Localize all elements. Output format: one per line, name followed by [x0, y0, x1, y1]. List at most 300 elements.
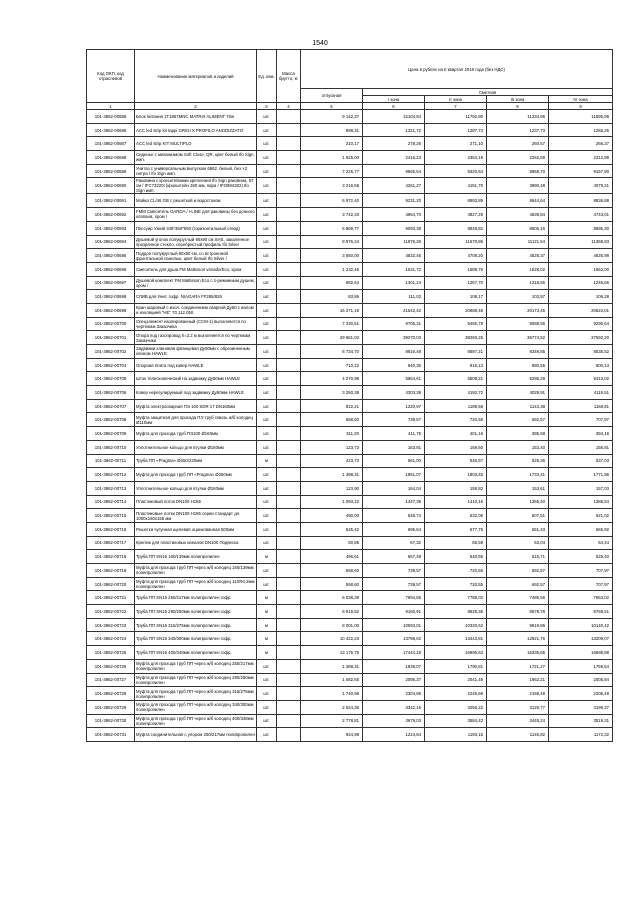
item-code: 101-3862-00728 [87, 687, 135, 701]
price-zone-2: 20988,48 [425, 303, 487, 317]
item-name: Блок питания 1T1857MNC MATRIX ALIMENT 70w [135, 110, 257, 124]
item-unit: шт. [257, 345, 277, 359]
price-zone-2: 916,13 [425, 358, 487, 372]
item-code: 101-3862-00688 [87, 151, 135, 165]
price-zone-2: 8687,21 [425, 345, 487, 359]
price-zone-4: 4625,99 [549, 249, 613, 263]
item-mass [277, 605, 301, 619]
table-row [87, 564, 613, 578]
item-name: Муфта для прохода труб ПП «Pragma» Ø250мм [135, 468, 257, 482]
item-mass [277, 178, 301, 194]
column-number: 9 [549, 103, 613, 110]
price-outgoing: 7 330,51 [301, 317, 363, 331]
price-zone-2: 1189,58 [425, 399, 487, 413]
price-outgoing: 6 038,39 [301, 591, 363, 605]
price-zone-3: 1218,55 [487, 276, 549, 290]
item-unit: м [257, 591, 277, 605]
price-outgoing: 210,17 [301, 137, 363, 151]
table-body [87, 110, 613, 742]
item-unit: шт. [257, 123, 277, 137]
item-mass [277, 659, 301, 673]
price-zone-2: 4827,29 [425, 208, 487, 222]
price-outgoing: 558,60 [301, 413, 363, 427]
price-zone-3: 7486,56 [487, 591, 549, 605]
item-unit: шт. [257, 481, 277, 495]
item-code: 101-3862-00717 [87, 536, 135, 550]
price-zone-2: 11792,90 [425, 110, 487, 124]
price-zone-2: 1287,73 [425, 123, 487, 137]
price-zone-3: 8644,64 [487, 194, 549, 208]
item-code: 101-3862-00731 [87, 728, 135, 742]
item-name: Муфта для прохода труб ПП через ж/б колодец 160/139мм полипропилен [135, 564, 257, 578]
price-zone-1: 2304,96 [363, 687, 425, 701]
item-name: Опорная плита под ковер HAWLE [135, 358, 257, 372]
price-zone-1: 12104,54 [363, 110, 425, 124]
price-zone-2: 546,57 [425, 454, 487, 468]
price-zone-3: 8506,16 [487, 221, 549, 235]
item-unit: шт. [257, 151, 277, 165]
item-unit: шт. [257, 728, 277, 742]
item-mass [277, 249, 301, 263]
price-zone-3: 1528,02 [487, 262, 549, 276]
price-outgoing: 1 582,65 [301, 673, 363, 687]
table-row [87, 454, 613, 468]
table-row [87, 687, 613, 701]
price-zone-1: 17444,18 [363, 646, 425, 660]
price-zone-1: 1851,07 [363, 468, 425, 482]
price-zone-1: 1838,07 [363, 659, 425, 673]
price-outgoing: 3 250,38 [301, 386, 363, 400]
table-row [87, 208, 613, 222]
price-zone-2: 159,60 [425, 440, 487, 454]
price-zone-3: 11121,54 [487, 235, 549, 249]
price-outgoing: 311,20 [301, 427, 363, 441]
item-code: 101-3862-00699 [87, 303, 135, 317]
table-row [87, 440, 613, 454]
item-code: 101-3862-00720 [87, 577, 135, 591]
price-zone-4: 266,37 [549, 137, 613, 151]
item-name: Труба ПП SN16 160/139мм полипропилен [135, 550, 257, 564]
table-row [87, 221, 613, 235]
price-zone-3: 260,57 [487, 137, 549, 151]
item-code: 101-3862-00724 [87, 632, 135, 646]
item-name: Муфта для прохода труб ПП через ж/б колодец 340/300мм полипропилен [135, 700, 257, 714]
price-zone-4: 157,03 [549, 481, 613, 495]
price-zone-1: 1224,64 [363, 728, 425, 742]
item-name: Труба ПП SN16 400/348мм полипропилен гофр. [135, 646, 257, 660]
item-mass [277, 618, 301, 632]
table-row [87, 591, 613, 605]
item-code: 101-3862-00692 [87, 208, 135, 222]
item-mass [277, 164, 301, 178]
item-name: Муфта для прохода труб ПП через ж/б колодец 400/348мм полипропилен [135, 714, 257, 728]
table-row [87, 495, 613, 509]
price-zone-1: 9566,64 [363, 164, 425, 178]
price-outgoing: 898,31 [301, 123, 363, 137]
table-row [87, 468, 613, 482]
item-mass [277, 550, 301, 564]
price-outgoing: 8 976,24 [301, 235, 363, 249]
price-zone-4: 1771,96 [549, 468, 613, 482]
price-zone-2: 1803,45 [425, 468, 487, 482]
item-mass [277, 345, 301, 359]
item-mass [277, 208, 301, 222]
item-unit: шт. [257, 659, 277, 673]
price-outgoing: 50,85 [301, 536, 363, 550]
item-mass [277, 536, 301, 550]
price-zone-4: 7653,02 [549, 591, 613, 605]
price-outgoing: 423,73 [301, 454, 363, 468]
item-code: 101-3862-00716 [87, 522, 135, 536]
item-unit: шт. [257, 468, 277, 482]
table-row [87, 249, 613, 263]
price-outgoing: 123,73 [301, 440, 363, 454]
item-mass [277, 714, 301, 728]
price-zone-1: 739,57 [363, 577, 425, 591]
item-unit: шт. [257, 194, 277, 208]
item-name: Унитаз с универсальным выпуском 6862, белый, без ×2 литра / Ifo Sign имп. [135, 164, 257, 178]
item-unit: м [257, 454, 277, 468]
header-name: Наименование материалов и изделий [135, 50, 257, 103]
item-mass [277, 509, 301, 523]
price-outgoing: 7 225,77 [301, 164, 363, 178]
price-zone-3: 615,71 [487, 550, 549, 564]
price-zone-2: 1267,70 [425, 276, 487, 290]
price-zone-1: 2416,23 [363, 151, 425, 165]
price-zone-2: 8993,89 [425, 194, 487, 208]
price-zone-4: 106,28 [549, 290, 613, 304]
price-zone-4: 9290,64 [549, 317, 613, 331]
table-row [87, 618, 613, 632]
price-zone-2: 677,75 [425, 522, 487, 536]
price-zone-4: 8535,52 [549, 345, 613, 359]
item-unit: шт. [257, 372, 277, 386]
price-zone-2: 4708,20 [425, 249, 487, 263]
table-row [87, 700, 613, 714]
item-name: Пластиковые лотки DN100 Н155 серии стандарт дл. 1000х160х155 мм [135, 509, 257, 523]
item-name: Задвижки клиновая фланцевая Ду50мм с обрезиненным клином HAWLE [135, 345, 257, 359]
price-outgoing: 1 093,22 [301, 495, 363, 509]
column-number: 1 [87, 103, 135, 110]
price-zone-3: 153,61 [487, 481, 549, 495]
price-zone-1: 940,30 [363, 358, 425, 372]
item-name: Душевой уголок полукруглый 90х90 см SHS, закаленное прозрачное стекло, серебристый профиль Ifo Silver [135, 235, 257, 249]
price-zone-3: 9088,56 [487, 317, 549, 331]
item-code: 101-3862-00693 [87, 221, 135, 235]
price-zone-4: 394,16 [549, 427, 613, 441]
item-name: Труба ПП SN16 280/250мм полипропилен гофр. [135, 605, 257, 619]
price-zone-4: 629,40 [549, 550, 613, 564]
price-zone-2: 9455,78 [425, 317, 487, 331]
price-zone-4: 11368,83 [549, 235, 613, 249]
price-zone-4: 707,97 [549, 577, 613, 591]
price-zone-4: 11595,99 [549, 110, 613, 124]
price-zone-2: 3256,22 [425, 700, 487, 714]
item-name: Труба ПП SN16 250/217мм полипропилен гофр. [135, 591, 257, 605]
price-zone-1: 10593,01 [363, 618, 425, 632]
price-outgoing: 525,42 [301, 522, 363, 536]
price-zone-2: 8925,35 [425, 605, 487, 619]
price-zone-1: 9093,38 [363, 221, 425, 235]
price-zone-1: 4261,27 [363, 178, 425, 194]
item-mass [277, 646, 301, 660]
item-mass [277, 413, 301, 427]
item-name: Муфта защитная для прохода ПЭ труб сквозь ж/б колодец Ø110мм [135, 413, 257, 427]
price-zone-1: 648,74 [363, 509, 425, 523]
price-zone-1: 67,32 [363, 536, 425, 550]
item-code: 101-3862-00694 [87, 235, 135, 249]
price-zone-1: 3679,03 [363, 714, 425, 728]
table-row [87, 123, 613, 137]
column-number: 6 [363, 103, 425, 110]
item-name: Муфта для прохода труб ПЭ100 Ø160мм [135, 427, 257, 441]
price-zone-3: 651,43 [487, 522, 549, 536]
item-code: 101-3862-00702 [87, 345, 135, 359]
table-row [87, 413, 613, 427]
price-outgoing: 3 742,33 [301, 208, 363, 222]
price-outgoing: 3 216,58 [301, 178, 363, 194]
header-mass: Масса брутто, кг [277, 50, 301, 103]
item-name: Муфта соединительная с упором 250/217мм полипропилен [135, 728, 257, 742]
price-outgoing: 924,98 [301, 728, 363, 742]
price-zone-1: 1631,72 [363, 262, 425, 276]
item-mass [277, 110, 301, 124]
price-zone-1: 9160,91 [363, 605, 425, 619]
price-zone-3: 4029,91 [487, 386, 549, 400]
table-row [87, 358, 613, 372]
price-zone-3: 11334,96 [487, 110, 549, 124]
item-code: 101-3862-00713 [87, 481, 135, 495]
price-zone-4: 707,97 [549, 413, 613, 427]
item-name: Труба ПП SN16 315/275мм полипропилен гофр. [135, 618, 257, 632]
price-outgoing: 16 271,19 [301, 303, 363, 317]
price-zone-4: 621,02 [549, 509, 613, 523]
item-mass [277, 303, 301, 317]
price-zone-3: 1237,73 [487, 123, 549, 137]
item-mass [277, 235, 301, 249]
price-outgoing: 10 422,23 [301, 632, 363, 646]
price-zone-4: 16698,88 [549, 646, 613, 660]
table-row [87, 522, 613, 536]
price-zone-1: 4832,46 [363, 249, 425, 263]
item-unit: м [257, 550, 277, 564]
price-zone-1: 111,02 [363, 290, 425, 304]
price-outgoing: 6 919,52 [301, 605, 363, 619]
item-unit: шт. [257, 137, 277, 151]
price-outgoing: 29 661,02 [301, 331, 363, 345]
item-mass [277, 673, 301, 687]
price-zone-1: 695,64 [363, 522, 425, 536]
price-zone-1: 164,04 [363, 481, 425, 495]
item-code: 101-3862-00706 [87, 386, 135, 400]
item-mass [277, 194, 301, 208]
item-code: 101-3862-00710 [87, 440, 135, 454]
header-estimated: Сметная [363, 89, 613, 96]
item-unit: шт. [257, 700, 277, 714]
table-row [87, 110, 613, 124]
item-code: 101-3862-00700 [87, 317, 135, 331]
item-code: 101-3862-00722 [87, 605, 135, 619]
header-zone-2: II зона [425, 96, 487, 103]
item-mass [277, 495, 301, 509]
table-header [87, 50, 613, 110]
price-outgoing: 8 001,00 [301, 618, 363, 632]
item-code: 101-3862-00704 [87, 358, 135, 372]
item-code: 101-3862-00698 [87, 290, 135, 304]
item-unit: м [257, 618, 277, 632]
item-code: 101-3862-00685 [87, 110, 135, 124]
price-zone-4: 5413,02 [549, 372, 613, 386]
price-zone-3: 607,51 [487, 509, 549, 523]
price-zone-3: 1962,21 [487, 673, 549, 687]
price-zone-3: 1733,41 [487, 468, 549, 482]
price-zone-2: 632,06 [425, 509, 487, 523]
table-row [87, 151, 613, 165]
price-zone-2: 8849,82 [425, 221, 487, 235]
item-unit: м [257, 605, 277, 619]
price-zone-1: 13798,62 [363, 632, 425, 646]
item-mass [277, 276, 301, 290]
item-mass [277, 564, 301, 578]
item-name: Крепеж для пластиковых каналов DN100 Подвеска [135, 536, 257, 550]
item-unit: шт. [257, 714, 277, 728]
item-name: Поддон полукруглый 90х90 см, со встроенной фронтальной панелью, цвет белый Ifo Silver / [135, 249, 257, 263]
price-outgoing: 123,90 [301, 481, 363, 495]
item-unit: шт. [257, 399, 277, 413]
price-outgoing: 1 232,45 [301, 262, 363, 276]
price-outgoing: 2 778,81 [301, 714, 363, 728]
price-zone-2: 159,82 [425, 481, 487, 495]
price-zone-4: 20622,01 [549, 303, 613, 317]
header-zone-4: IV зона [549, 96, 613, 103]
price-zone-4: 2312,99 [549, 151, 613, 165]
price-zone-4: 10140,42 [549, 618, 613, 632]
item-name: Кран шаровый с изол. соединением сварной Ду50 с валом и изоляцией "НЕ" 70.112.050 [135, 303, 257, 317]
table-row [87, 399, 613, 413]
price-outgoing: 922,21 [301, 399, 363, 413]
item-mass [277, 591, 301, 605]
header-unit: Ед. изм. [257, 50, 277, 103]
price-zone-3: 12921,76 [487, 632, 549, 646]
item-mass [277, 358, 301, 372]
price-zone-1: 1220,97 [363, 399, 425, 413]
item-name: Муфта для прохода труб ПП через ж/б колодец 110/94,2мм полипропилен [135, 577, 257, 591]
item-name: FMM Смеситель GARDA / I-LINE для раковины без донного клапана, хром / [136, 209, 255, 220]
column-number: 8 [487, 103, 549, 110]
price-zone-4: 4119,51 [549, 386, 613, 400]
price-outgoing: 490,00 [301, 509, 363, 523]
price-zone-1: 11876,26 [363, 235, 425, 249]
price-zone-2: 5509,21 [425, 372, 487, 386]
item-name: Решетка чугунная щелевая оцинкованная 500мм [135, 522, 257, 536]
item-code: 101-3862-00709 [87, 427, 135, 441]
price-zone-1: 2095,37 [363, 673, 425, 687]
price-zone-3: 3990,48 [487, 178, 549, 194]
price-zone-1: 3342,16 [363, 700, 425, 714]
item-name: Мойка CL/46 GB с решеткой и водостоком [135, 194, 257, 208]
price-zone-2: 720,55 [425, 413, 487, 427]
table-row [87, 509, 613, 523]
item-code: 101-3862-00718 [87, 550, 135, 564]
item-name: Раковина с кронштейнами крепления Ifo Sign раковина, 57 см / IFC73220I (кронштейн 260 мм, пара / IFO894302) Ifo Sign имп. [135, 178, 257, 194]
item-mass [277, 151, 301, 165]
price-zone-3: 2158,49 [487, 687, 549, 701]
price-zone-2: 1589,76 [425, 262, 487, 276]
item-mass [277, 468, 301, 482]
price-zone-1: 1301,24 [363, 276, 425, 290]
price-zone-3: 4639,84 [487, 208, 549, 222]
item-name: Пластиковый лоток DN100 Н155 [135, 495, 257, 509]
price-zone-1: 9231,20 [363, 194, 425, 208]
item-mass [277, 399, 301, 413]
price-zone-1: 9705,31 [363, 317, 425, 331]
column-number: 4 [277, 103, 301, 110]
item-unit: шт. [257, 317, 277, 331]
price-zone-1: 561,00 [363, 454, 425, 468]
item-unit: м [257, 632, 277, 646]
item-unit: шт. [257, 208, 277, 222]
price-zone-1: 1321,72 [363, 123, 425, 137]
table-row [87, 646, 613, 660]
price-zone-1: 657,49 [363, 550, 425, 564]
price-outgoing: 1 388,31 [301, 659, 363, 673]
price-zone-4: 537,03 [549, 454, 613, 468]
item-code: 101-3862-00730 [87, 714, 135, 728]
price-zone-2: 4192,72 [425, 386, 487, 400]
item-code: 101-3862-00726 [87, 659, 135, 673]
price-zone-3: 5295,28 [487, 372, 549, 386]
table-row [87, 728, 613, 742]
price-zone-3: 8958,70 [487, 164, 549, 178]
price-zone-1: 163,81 [363, 440, 425, 454]
price-zone-3: 3129,77 [487, 700, 549, 714]
item-unit: шт. [257, 110, 277, 124]
item-mass [277, 317, 301, 331]
item-mass [277, 372, 301, 386]
price-zone-4: 13209,07 [549, 632, 613, 646]
item-unit: шт. [257, 522, 277, 536]
price-zone-4: 8695,30 [549, 221, 613, 235]
table-row [87, 386, 613, 400]
price-zone-1: 739,57 [363, 413, 425, 427]
price-outgoing: 1 398,31 [301, 468, 363, 482]
item-mass [277, 262, 301, 276]
item-unit: шт. [257, 413, 277, 427]
price-zone-1: 1447,38 [363, 495, 425, 509]
price-zone-2: 7789,02 [425, 591, 487, 605]
price-zone-4: 665,92 [549, 522, 613, 536]
column-number: 3 [257, 103, 277, 110]
price-zone-3: 20173,45 [487, 303, 549, 317]
price-zone-2: 720,55 [425, 564, 487, 578]
price-zone-4: 1245,65 [549, 276, 613, 290]
price-zone-4: 8836,88 [549, 194, 613, 208]
item-name: Ковер нерегулируемый под задвижку Ду50мм HAWLE [135, 386, 257, 400]
price-zone-3: 2262,69 [487, 151, 549, 165]
table-row [87, 427, 613, 441]
price-zone-2: 720,55 [425, 577, 487, 591]
item-unit: шт. [257, 276, 277, 290]
price-zone-3: 1721,27 [487, 659, 549, 673]
item-code: 101-3862-00714 [87, 495, 135, 509]
item-unit: шт. [257, 221, 277, 235]
item-name: Уплотнительное кольцо для втулки Ø160мм [135, 481, 257, 495]
price-zone-2: 2245,69 [425, 687, 487, 701]
item-code: 101-3862-00715 [87, 509, 135, 523]
item-name: ACC led strip kit tappi GRIGI X PROFILO ANODIZZATO [135, 123, 257, 137]
price-zone-4: 37592,20 [549, 331, 613, 345]
header-code: Код ОКП, код отраслевой [87, 50, 135, 103]
